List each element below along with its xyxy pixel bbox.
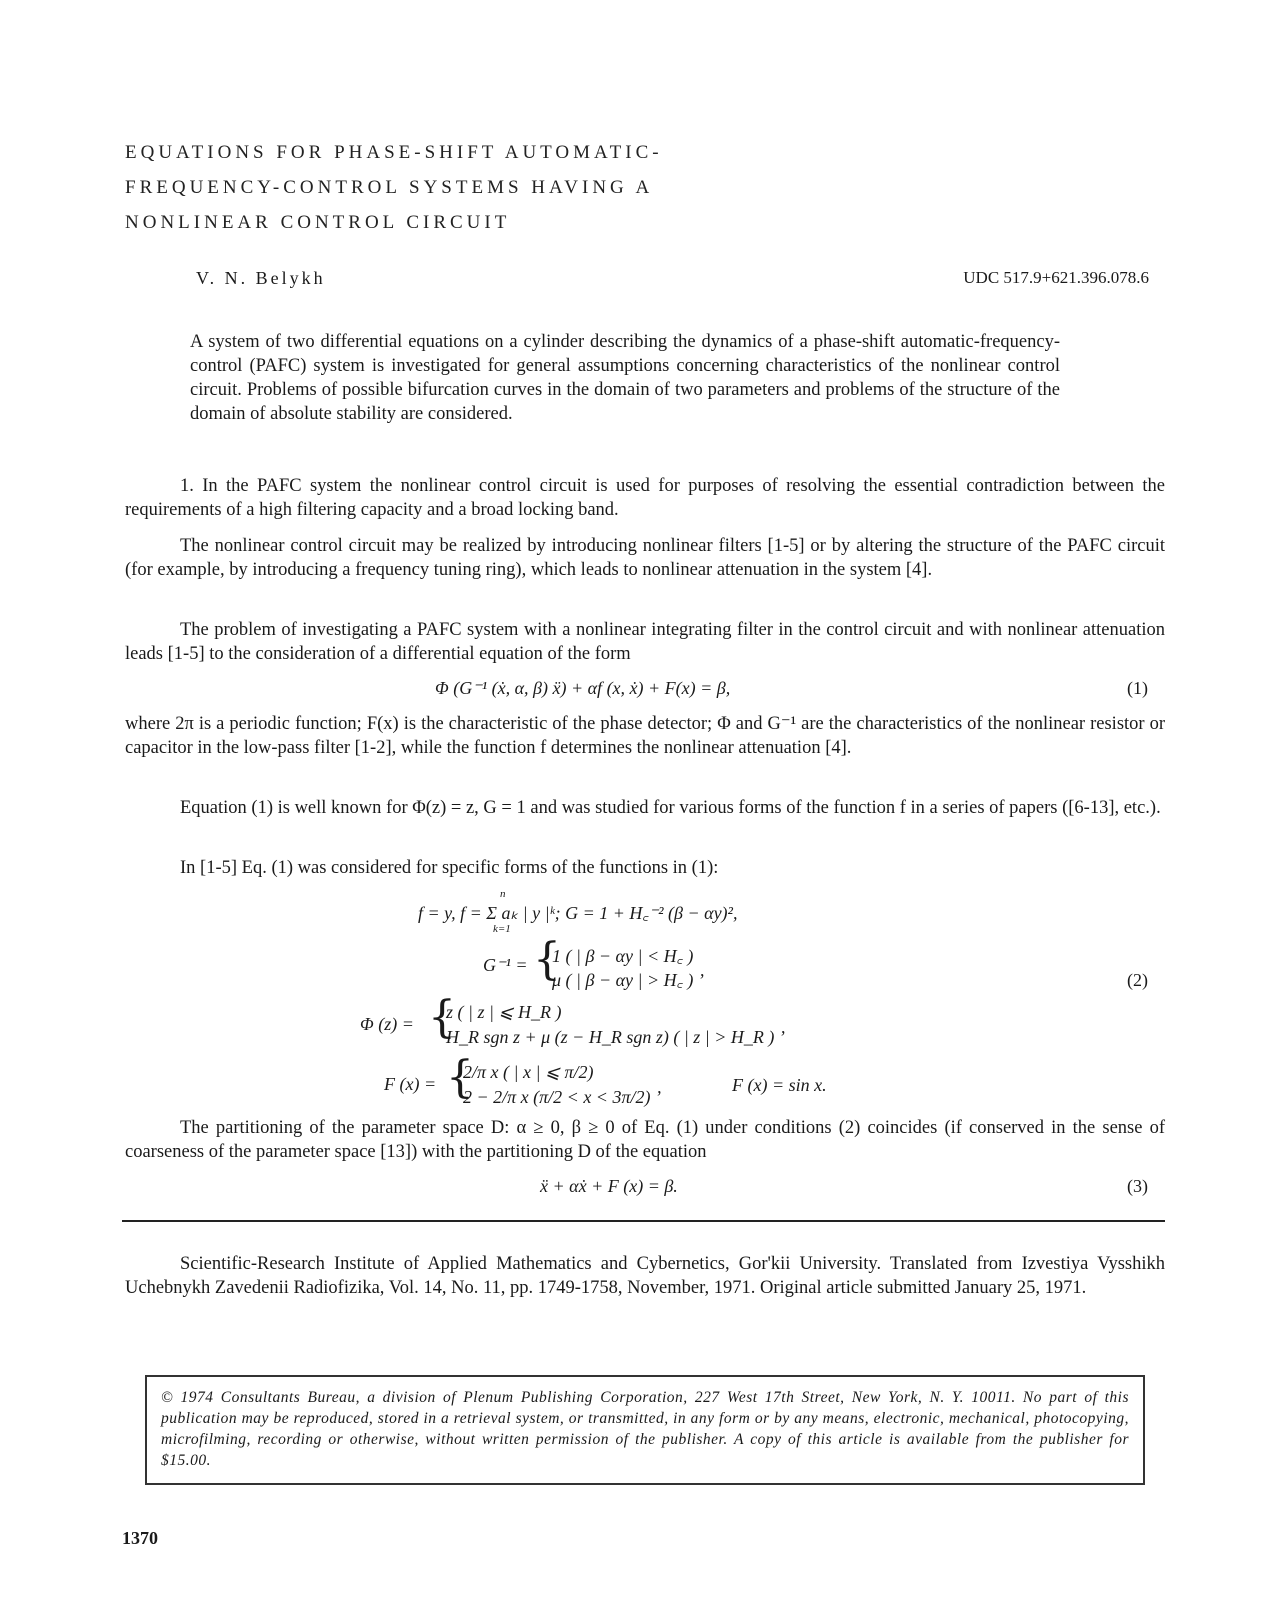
copyright-text: © 1974 Consultants Bureau, a division of Plenum Publishing Corporation, 227 West 17th Street, New York, N. Y. 10011. No part of this publication may be reproduced, stored in a retrieval system, or transmitted, in any form or by any means, electronic, mechanical, photocopying, microfilming, recording or otherwise, without written permission of the publisher. A copy of this article is available from the publisher for $15.00. [161,1389,1129,1469]
paragraph-6: In [1-5] Eq. (1) was considered for specific forms of the functions in (1): [180,858,719,878]
ginv-label: G⁻¹ = [483,955,528,975]
abstract: A system of two differential equations on a cylinder describing the dynamics of a phase-shift automatic-frequency-control (PAFC) system is investigated for general assumptions concerning characteristics of the nonlinear control circuit. Problems of possible bifurcation curves in the domain of two parameters and problems of the structure of the domain of absolute stability are considered. [190,332,1060,424]
author: V. N. Belykh [196,268,326,288]
F-case-1: 2/π x ( | x | ⩽ π/2) [463,1062,594,1082]
phi-case-1: z ( | z | ⩽ H_R ) [446,1002,562,1022]
title-line-2: FREQUENCY-CONTROL SYSTEMS HAVING A [125,177,654,198]
paragraph-1: 1. In the PAFC system the nonlinear control circuit is used for purposes of resolving the essential contradiction between the requirements of a high filtering capacity and a broad locking band. [125,476,1165,520]
title-line-3: NONLINEAR CONTROL CIRCUIT [125,212,511,233]
paragraph-4: where 2π is a periodic function; F(x) is the characteristic of the phase detector; Φ and G⁻¹ are the characteristics of the nonlinear resistor or capacitor in the low-pass filter [1-2], while the function f determines the nonlinear attenuation [4]. [125,714,1165,758]
paragraph-3: The problem of investigating a PAFC system with a nonlinear integrating filter in the control circuit and with nonlinear attenuation leads [1-5] to the consideration of a differential equation of the form [125,620,1165,664]
title-line-1: EQUATIONS FOR PHASE-SHIFT AUTOMATIC- [125,142,663,163]
paragraph-5: Equation (1) is well known for Φ(z) = z, G = 1 and was studied for various forms of the function f in a series of papers ([6-13], etc.). [180,798,1161,818]
F-case-2: 2 − 2/π x (π/2 < x < 3π/2) ’ [463,1087,661,1107]
equation-1-number: (1) [1127,678,1148,698]
ginv-case-2: μ ( | β − αy | > H꜀ ) ’ [552,970,704,990]
copyright-box [145,1375,1145,1485]
left-brace: { [446,1052,474,1103]
equation-1: Φ (G⁻¹ (ẋ, α, β) ẍ) + αf (x, ẋ) + F(x) = β, [435,678,731,698]
left-brace: { [533,934,561,985]
equation-3-number: (3) [1127,1176,1148,1196]
phi-label: Φ (z) = [360,1014,414,1034]
F-label: F (x) = [384,1074,437,1094]
ginv-case-1: 1 ( | β − αy | < H꜀ ) [552,946,694,966]
phi-case-2: H_R sgn z + μ (z − H_R sgn z) ( | z | > H_R ) ’ [446,1027,785,1047]
left-brace: { [428,992,456,1043]
udc-code: UDC 517.9+621.396.078.6 [963,268,1149,287]
paragraph-2: The nonlinear control circuit may be realized by introducing nonlinear filters [1-5] or by altering the structure of the PAFC circuit (for example, by introducing a frequency tuning ring), which leads to nonlinear attenuation in the system [4]. [125,536,1165,580]
paragraph-7: The partitioning of the parameter space D: α ≥ 0, β ≥ 0 of Eq. (1) under conditions (2) coincides (if conserved in the sense of coarseness of the parameter space [13]) with the partitioning D of the equation [125,1118,1165,1162]
sum-lower-limit: k=1 [493,923,511,935]
sum-upper-limit: n [500,888,506,900]
equation-2-number: (2) [1127,970,1148,990]
equation-3: ẍ + αẋ + F (x) = β. [540,1176,678,1196]
F-alternative: F (x) = sin x. [732,1075,827,1095]
footnote-divider [122,1220,1165,1222]
footnote: Scientific-Research Institute of Applied Mathematics and Cybernetics, Gor'kii University. Translated from Izvestiya Vysshikh Uchebnykh Zavedenii Radiofizika, Vol. 14, No. 11, pp. 1749-1758, November, 1971. Original article submitted January 25, 1971. [125,1254,1165,1298]
page-number: 1370 [122,1528,158,1548]
equation-2-line-1: f = y, f = Σ aₖ | y |ᵏ; G = 1 + H꜀⁻² (β − αy)², [418,903,738,923]
